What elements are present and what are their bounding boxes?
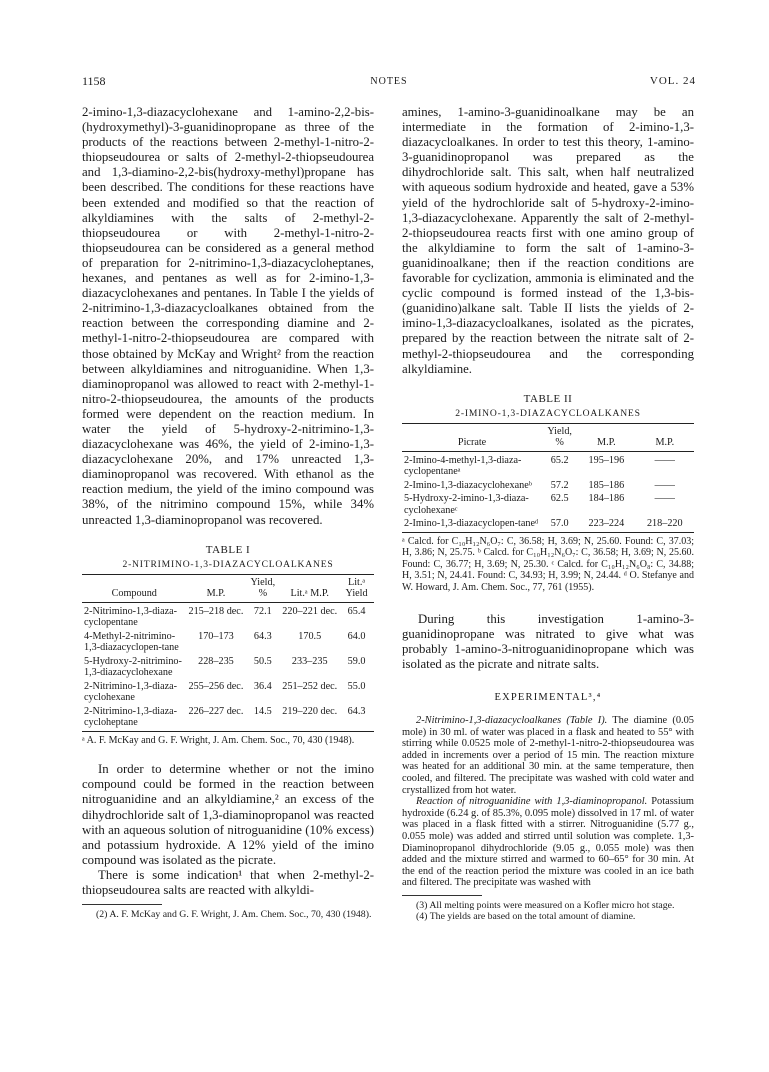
- table1-lit-mp: 233–235: [291, 655, 328, 667]
- table1-caption: TABLE I: [205, 543, 251, 556]
- table1-yield: 36.4: [253, 680, 272, 692]
- table1-lit-yield: 65.4: [347, 605, 366, 617]
- table2-mp-lit: ——: [654, 493, 675, 505]
- table1-note: ᵃ A. F. McKay and G. F. Wright, J. Am. Chem. Soc., 70, 430 (1948).: [82, 734, 355, 746]
- volume-label: VOL. 24: [649, 75, 696, 87]
- table2-header-mp-lit: M.P.: [636, 423, 694, 451]
- table1-yield: 14.5: [253, 705, 272, 717]
- table1-lit-yield: 59.0: [347, 655, 366, 667]
- page-header: [82, 74, 696, 92]
- table2-yield: 57.0: [550, 518, 569, 530]
- table1-mp: 170–173: [198, 630, 234, 642]
- table1-title: 2-NITRIMINO-1,3-DIAZACYCLOALKANES: [122, 558, 334, 570]
- table1-mp: 228–235: [198, 655, 234, 667]
- table2-picrate: 5-Hydroxy-2-imino-1,3-diaza-cyclohexaneᶜ: [404, 493, 529, 516]
- table1-header-mp: M.P.: [186, 574, 245, 602]
- table1-lit-mp: 170.5: [298, 630, 322, 642]
- table1-lit-mp: 219–220 dec.: [282, 705, 338, 717]
- table2-picrate: 2-Imino-1,3-diazacyclopen-taneᵈ: [404, 518, 539, 530]
- table2-mp: 184–186: [588, 493, 625, 505]
- footnote-3: (3) All melting points were measured on a Kofler micro hot stage.: [416, 899, 675, 911]
- table1-header-lit-mp: Lit.ᵃ M.P.: [280, 574, 339, 602]
- table2-header-mp: M.P.: [577, 423, 635, 451]
- table2-note: ᵃ Calcd. for C₁₀H₁₂N₆O₇: C, 36.58; H, 3.69; N, 25.60. Found: C, 37.03; H, 3.86; N, 25.75. ᵇ Calcd. for C₁₀H₁₂N₆O₇: C, 36.58; H, 3.69; N, 25.60. Found: C, 36.77; H, 3.69; N, 25.30. ᶜ Calcd. for C₁₀H₁₂N₆O₈: C, 34.88; H, 3.51; N, 24.41. Found: C, 34.93; H, 3.99; N, 24.44. ᵈ O. Stefanye and W. Howard, J. Am. Chem. Soc., 77, 761 (1955).: [402, 535, 694, 594]
- experimental-1-text: The diamine (0.05 mole) in 30 ml. of water was placed in a flask and heated to 55° with stirring while 0.0525 mole of 2-methyl-1-nitro-2-thiopseudourea was added in increments over a period of 15 min. The reaction mixture was heated for an additional 30 min. at the same temperature, then cooled, and filtered. The precipitate was washed with cold water and crystallized from hot water.: [402, 715, 695, 796]
- table1-lit-mp: 251–252 dec.: [282, 680, 338, 692]
- table-row: [82, 681, 374, 706]
- left-paragraph-2: In order to determine whether or not the imino compound could be formed in the reaction between nitroguanidine and an alkyldiamine,² an excess of the dihydrochloride salt of 1,3-diaminopropanol was reacted with an aqueous solution of nitroguanidine (10% excess) and potassium hydroxide. A 12% yield of the imino compound was isolated as the picrate.: [82, 762, 374, 867]
- footnote-divider: [82, 904, 162, 905]
- table2-yield: 62.5: [550, 493, 569, 505]
- table1-lit-mp: 220–221 dec.: [282, 605, 338, 617]
- left-column: [82, 105, 374, 920]
- table2-yield: 57.2: [550, 479, 569, 491]
- table-row: [402, 451, 694, 480]
- page-number: 1158: [82, 74, 106, 88]
- table1-yield: 50.5: [253, 655, 272, 667]
- table-row: [402, 518, 694, 532]
- table2-mp-lit: 218–220: [646, 518, 683, 530]
- table2-picrate: 2-Imino-4-methyl-1,3-diaza-cyclopentaneᵃ: [404, 454, 522, 478]
- experimental-2-title: Reaction of nitroguanidine with 1,3-diaminopropanol.: [416, 796, 648, 808]
- table1-yield: 72.1: [253, 605, 272, 617]
- table1-lit-yield: 64.3: [347, 705, 366, 717]
- table-row: [402, 493, 694, 518]
- experimental-1-title: 2-Nitrimino-1,3-diazacycloalkanes (Table I).: [416, 715, 608, 727]
- table1-mp: 215–218 dec.: [188, 605, 244, 617]
- table1: [82, 574, 374, 732]
- table2-mp: 223–224: [588, 518, 625, 530]
- table2-header-picrate: Picrate: [402, 423, 542, 451]
- table1-mp: 226–227 dec.: [188, 705, 244, 717]
- table1-compound: 2-Nitrimino-1,3-diaza-cyclohexane: [84, 680, 178, 704]
- experimental-paragraph-2: [402, 796, 694, 889]
- table-row: [82, 706, 374, 732]
- table2-mp: 195–196: [588, 454, 625, 466]
- table-row: [82, 656, 374, 681]
- experimental-heading: EXPERIMENTAL³,⁴: [494, 692, 602, 704]
- table2-header-yield: Yield, %: [542, 423, 577, 451]
- table1-header-compound: Compound: [82, 574, 186, 602]
- table-row: [82, 602, 374, 631]
- table2-picrate: 2-Imino-1,3-diazacyclohexaneᵇ: [404, 479, 532, 491]
- table2-yield: 65.2: [550, 454, 569, 466]
- table1-header-yield: Yield, %: [245, 574, 280, 602]
- left-paragraph-1: 2-imino-1,3-diazacyclohexane and 1-amino-2,2-bis-(hydroxymethyl)-3-guanidinopropane as three of the products of the reactions between 2-methyl-1-nitro-2-thiopseudourea or salts of 2-methyl-2-thiopseudourea and 1,3-diamino-2,2-bis(hydroxy-methyl)propane has been described. The conditions for these reactions have been extended and modified so that the reaction of alkyldiamines with the salts of 2-methyl-2-thiopseudourea or with 2-methyl-1-nitro-2-thiopseudourea can be considered as a general method of preparation for 2-nitrimino-1,3-diazacycloheptanes, hexanes, and pentanes as well as for 2-imino-1,3-diazacyclohexanes and pentanes. In Table I the yields of 2-nitrimino-1,3-diazacycloalkanes obtained from the reaction between the corresponding diamine and 2-methyl-1-nitro-2-thiopseudourea are compared with those obtained by McKay and Wright² from the reaction between alkyldiamines and nitroguanidine. When 1,3-diaminopropanol was allowed to react with 2-methyl-1-nitro-2-thiopseudourea, the amounts of the products formed were dependent on the reaction medium. In water the yield of 5-hydroxy-2-nitrimino-1,3-diazacyclohexane was 46%, the yield of 2-imino-1,3-diazacyclohexane 20%, and 17% unreacted 1,3-diaminopropanol was recovered. With ethanol as the reaction medium, the yield of the imino compound was 38%, of the nitrimino compound 15%, while 34% unreacted 1,3-diaminopropanol was recovered.: [82, 105, 374, 527]
- left-paragraph-3: There is some indication¹ that when 2-methyl-2-thiopseudourea salts are reacted with alkyldi-: [82, 867, 374, 897]
- table1-mp: 255–256 dec.: [188, 680, 244, 692]
- right-paragraph-2: During this investigation 1-amino-3-guanidinopropane was nitrated to give what was probably 1-amino-3-nitroguanidinopropane which was isolated as the picrate and nitrate salts.: [402, 611, 694, 671]
- table2-title: 2-IMINO-1,3-DIAZACYCLOALKANES: [455, 407, 641, 419]
- experimental-2-text: Potassium hydroxide (6.24 g. of 85.3%, 0.095 mole) dissolved in 17 ml. of water was placed in a flask fitted with a stirrer. Nitroguanidine (5.77 g., 0.055 mole) was added and stirred until solution was complete. 1,3-Diaminopropanol dihydrochloride (9.05 g., 0.055 mole) was then added and the mixture stirred and warmed to 60–65° for 30 min. At the end of the reaction period the mixture was cooled in an ice bath and filtered. The precipitate was washed with: [402, 796, 694, 889]
- table1-yield: 64.3: [253, 630, 272, 642]
- table-row: [402, 480, 694, 494]
- footnote-4: (4) The yields are based on the total amount of diamine.: [416, 911, 636, 923]
- right-column: [402, 105, 694, 923]
- experimental-paragraph-1: [402, 715, 694, 796]
- table1-lit-yield: 64.0: [347, 630, 366, 642]
- table2: [402, 423, 694, 533]
- table1-compound: 5-Hydroxy-2-nitrimino-1,3-diazacyclohexane: [84, 655, 182, 679]
- section-title: NOTES: [370, 76, 408, 87]
- table-row: [82, 631, 374, 656]
- right-paragraph-1: amines, 1-amino-3-guanidinoalkane may be an intermediate in the formation of 2-imino-1,3-diazacycloalkanes. In order to test this theory, 1-amino-3-guanidinopropanol was prepared as the dihydrochloride salt. This salt, when half neutralized with aqueous sodium hydroxide and heated, gave a 53% yield of the hydrochloride salt of 5-hydroxy-2-imino-1,3-diazacyclohexane. Apparently the salt of 2-methyl-2-thiopseudourea reacts first with one amino group of the alkyldiamine to form the salt of 1-amino-3-guanidinoalkane; then if the reaction conditions are favorable for cyclization, ammonia is eliminated and the cyclic compound is formed instead of the 1,3-bis-(guanidino)alkane salt. Table II lists the yields of 2-imino-1,3-diazacycloalkanes, isolated as the picrates, prepared by the reaction between the nitrate salt of 2-methyl-2-thiopseudourea and the corresponding alkyldiamine.: [402, 105, 694, 376]
- table2-caption: TABLE II: [523, 392, 573, 405]
- table2-mp-lit: ——: [654, 479, 675, 491]
- table1-header-lit-yield: Lit.ᵃ Yield: [339, 574, 374, 602]
- footnote-2: (2) A. F. McKay and G. F. Wright, J. Am. Chem. Soc., 70, 430 (1948).: [96, 909, 372, 921]
- table2-mp: 185–186: [588, 479, 625, 491]
- table2-mp-lit: ——: [654, 454, 675, 466]
- table1-lit-yield: 55.0: [347, 680, 366, 692]
- table1-compound: 2-Nitrimino-1,3-diaza-cycloheptane: [84, 705, 178, 729]
- table1-compound: 4-Methyl-2-nitrimino-1,3-diazacyclopen-tane: [84, 630, 179, 654]
- footnote-divider: [402, 895, 482, 896]
- table1-compound: 2-Nitrimino-1,3-diaza-cyclopentane: [84, 605, 178, 629]
